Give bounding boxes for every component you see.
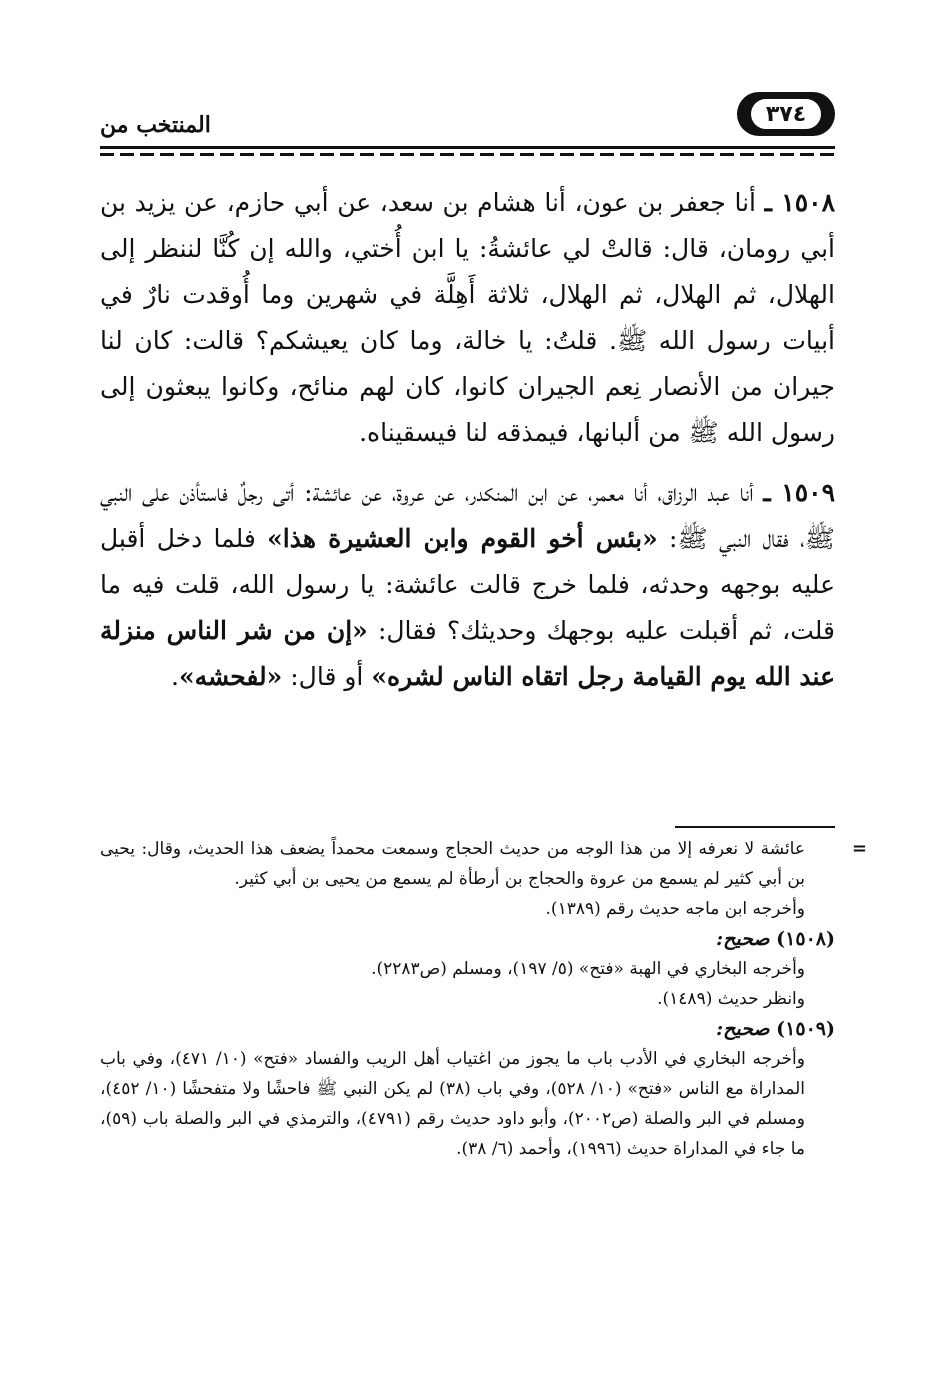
prophetic-saying: «إن من شر الناس منزلة عند الله يوم القيامة رجل اتقاه الناس لشره» xyxy=(100,616,835,691)
main-text xyxy=(100,180,835,714)
page-number-badge xyxy=(737,92,835,136)
footnote-continued-text: عائشة لا نعرفه إلا من هذا الوجه من حديث الحجاج وسمعت محمداً يضعف هذا الحديث، وقال: يحيى بن أبي كثير لم يسمع من عروة والحجاج بن أرطأة لم يسمع من يحيى بن أبي كثير. xyxy=(100,839,805,889)
footnote-grade: صحيح: xyxy=(716,1018,770,1040)
hadith-number: ١٥٠٨ ـ xyxy=(764,188,835,217)
footnote-heading-1509 xyxy=(100,1014,835,1044)
footnote-number: (١٥٠٨) xyxy=(776,928,835,950)
running-title: المنتخب من xyxy=(100,112,211,138)
footnote-divider xyxy=(675,826,835,828)
footnote-grade: صحيح: xyxy=(716,928,770,950)
continuation-mark: = xyxy=(851,838,867,859)
hadith-text: أنا جعفر بن عون، أنا هشام بن سعد، عن أبي حازم، عن يزيد بن أبي رومان، قال: قالتْ لي عائشةُ: يا ابن أُختي، والله إن كُنَّا لننظر إلى الهلال، ثم الهلال، ثم الهلال، ثلاثة أَهِلَّة في شهرين وما أُوقدت نارٌ في أبيات رسول الله ﷺ. قلتُ: يا خالة، وما كان يعيشكم؟ قالت: كان لنا جيران من الأنصار نِعم الجيران كانوا، كان لهم منائح، وكانوا يبعثون إلى رسول الله ﷺ من ألبانها، فيمذقه لنا فيسقيناه. xyxy=(100,188,835,447)
hadith-text: . xyxy=(170,662,179,691)
prophetic-saying: «بئس أخو القوم وابن العشيرة هذا» xyxy=(267,524,658,553)
prophetic-saying: «لفحشه» xyxy=(178,662,283,691)
hadith-1508 xyxy=(100,180,835,456)
footnote-number: (١٥٠٩) xyxy=(776,1018,835,1040)
hadith-text: أنا عبد الرزاق، أنا معمر، عن ابن المنكدر، عن عروة، عن عائشة: أتى رجلٌ فاستأذن على النبي ﷺ، فقال النبي ﷺ: xyxy=(100,478,835,553)
footnote-line: وأخرجه البخاري في الهبة «فتح» (٥/ ١٩٧)، ومسلم (ص٢٢٨٣). xyxy=(371,959,805,979)
hadith-number: ١٥٠٩ ـ xyxy=(763,478,835,507)
page-header xyxy=(100,92,835,152)
hadith-1509 xyxy=(100,470,835,700)
footnote-line: وانظر حديث (١٤٨٩). xyxy=(657,989,805,1009)
header-divider xyxy=(100,146,835,161)
page-number: ٣٧٤ xyxy=(751,99,821,129)
footnote-heading-1508 xyxy=(100,924,835,954)
hadith-text: أو قال: xyxy=(290,662,364,691)
footnote-continued-text: وأخرجه ابن ماجه حديث رقم (١٣٨٩). xyxy=(545,899,805,919)
footnotes xyxy=(100,834,835,1164)
hadith-text: فلما دخل أقبل عليه بوجهه وحدثه، فلما خرج قالت عائشة: يا رسول الله، قلت فيه ما قلت، ثم أقبلت عليه بوجهك وحديثك؟ فقال: xyxy=(100,524,835,645)
footnote-line: وأخرجه البخاري في الأدب باب ما يجوز من اغتياب أهل الريب والفساد «فتح» (١٠/ ٤٧١)، وفي باب المداراة مع الناس «فتح» (١٠/ ٥٢٨)، وفي باب (٣٨) لم يكن النبي ﷺ فاحشًا ولا متفحشًا (١٠/ ٤٥٢)، ومسلم في البر والصلة (ص٢٠٠٢)، وأبو داود حديث رقم (٤٧٩١)، والترمذي في البر والصلة باب (٥٩)، ما جاء في المداراة حديث (١٩٩٦)، وأحمد (٦/ ٣٨). xyxy=(100,1049,805,1159)
